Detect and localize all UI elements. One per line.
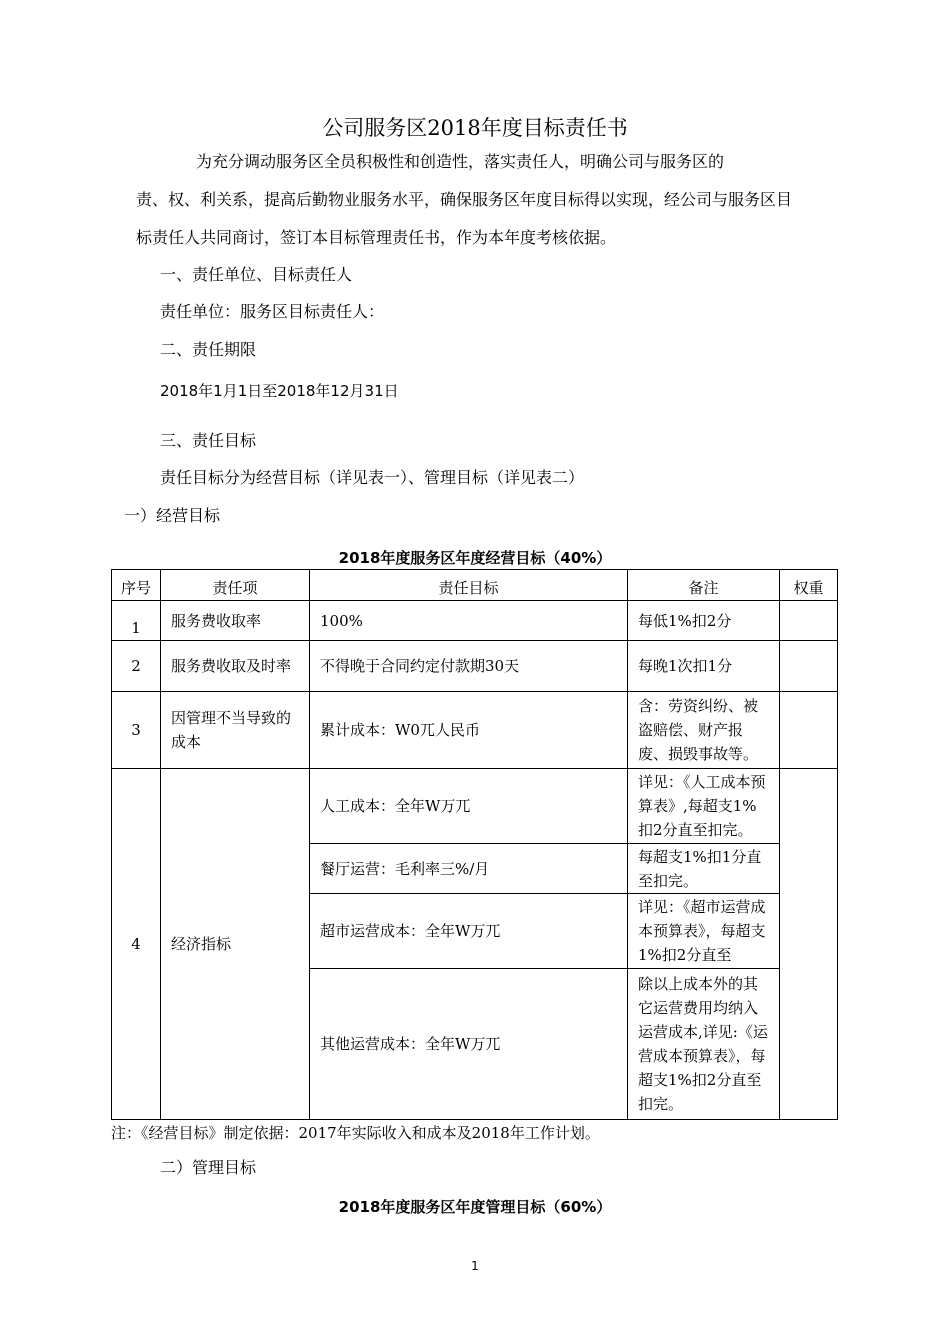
cell-weight xyxy=(780,769,838,1120)
header-target: 责任目标 xyxy=(310,570,628,601)
cell-weight xyxy=(780,641,838,692)
cell-item: 服务费收取及时率 xyxy=(161,641,310,692)
cell-target: 100% xyxy=(310,601,628,641)
section-body-3: 责任目标分为经营目标（详见表一）、管理目标（详见表二） xyxy=(160,468,585,487)
cell-target: 不得晚于合同约定付款期30天 xyxy=(310,641,628,692)
document-title: 公司服务区2018年度目标责任书 xyxy=(322,116,628,140)
cell-note: 详见：《超市运营成本预算表》，每超支1%扣2分直至 xyxy=(628,894,780,969)
section-body-2: 2018年1月1日至2018年12月31日 xyxy=(160,382,399,400)
table-caption-2: 2018年度服务区年度管理目标（60%） xyxy=(338,1198,612,1216)
table-row xyxy=(112,692,838,769)
intro-line-3: 标责任人共同商讨，签订本目标管理责任书，作为本年度考核依据。 xyxy=(136,228,617,247)
cell-no: 4 xyxy=(112,769,161,1120)
section-body-1: 责任单位：服务区目标责任人： xyxy=(160,302,385,321)
header-note: 备注 xyxy=(628,570,780,601)
cell-no: 2 xyxy=(112,641,161,692)
cell-item: 经济指标 xyxy=(161,769,310,1120)
header-weight: 权重 xyxy=(780,570,838,601)
cell-note: 每晚1次扣1分 xyxy=(628,641,780,692)
cell-weight xyxy=(780,692,838,769)
cell-item: 服务费收取率 xyxy=(161,601,310,641)
table-row xyxy=(112,769,838,844)
header-no: 序号 xyxy=(112,570,161,601)
cell-no: 3 xyxy=(112,692,161,769)
cell-target: 餐厅运营：毛利率三%/月 xyxy=(310,844,628,894)
section-heading-3: 三、责任目标 xyxy=(160,431,257,450)
business-goals-table xyxy=(111,569,838,1120)
cell-target: 累计成本：W0兀人民币 xyxy=(310,692,628,769)
table-caption: 2018年度服务区年度经营目标（40%） xyxy=(338,549,612,567)
cell-target: 其他运营成本：全年W万兀 xyxy=(310,969,628,1120)
cell-note: 每超支1%扣1分直至扣完。 xyxy=(628,844,780,894)
cell-target: 人工成本：全年W万兀 xyxy=(310,769,628,844)
table-row xyxy=(112,601,838,641)
subsection-heading-1: 一）经营目标 xyxy=(124,506,221,525)
table-header-row xyxy=(112,570,838,601)
intro-line-1: 为充分调动服务区全员积极性和创造性，落实责任人，明确公司与服务区的 xyxy=(196,152,725,171)
table-row xyxy=(112,641,838,692)
intro-line-2: 责、权、利关系，提高后勤物业服务水平，确保服务区年度目标得以实现，经公司与服务区目 xyxy=(136,190,793,209)
section-heading-1: 一、责任单位、目标责任人 xyxy=(160,265,353,284)
cell-no: 1 xyxy=(112,601,161,641)
table-note: 注：《经营目标》制定依据：2017年实际收入和成本及2018年工作计划。 xyxy=(111,1124,600,1142)
cell-target: 超市运营成本：全年W万兀 xyxy=(310,894,628,969)
cell-note: 详见：《人工成本预算表》,每超支1%扣2分直至扣完。 xyxy=(628,769,780,844)
page-number: 1 xyxy=(471,1259,479,1273)
cell-note: 每低1%扣2分 xyxy=(628,601,780,641)
cell-note: 除以上成本外的其它运营费用均纳入运营成本,详见:《运营成本预算表》，每超支1%扣2分直至扣完。 xyxy=(628,969,780,1120)
cell-weight xyxy=(780,601,838,641)
cell-item: 因管理不当导致的成本 xyxy=(161,692,310,769)
subsection-heading-2: 二）管理目标 xyxy=(160,1158,257,1177)
header-item: 责任项 xyxy=(161,570,310,601)
section-heading-2: 二、责任期限 xyxy=(160,340,257,359)
cell-note: 含：劳资纠纷、被盗赔偿、财产报废、损毁事故等。 xyxy=(628,692,780,769)
